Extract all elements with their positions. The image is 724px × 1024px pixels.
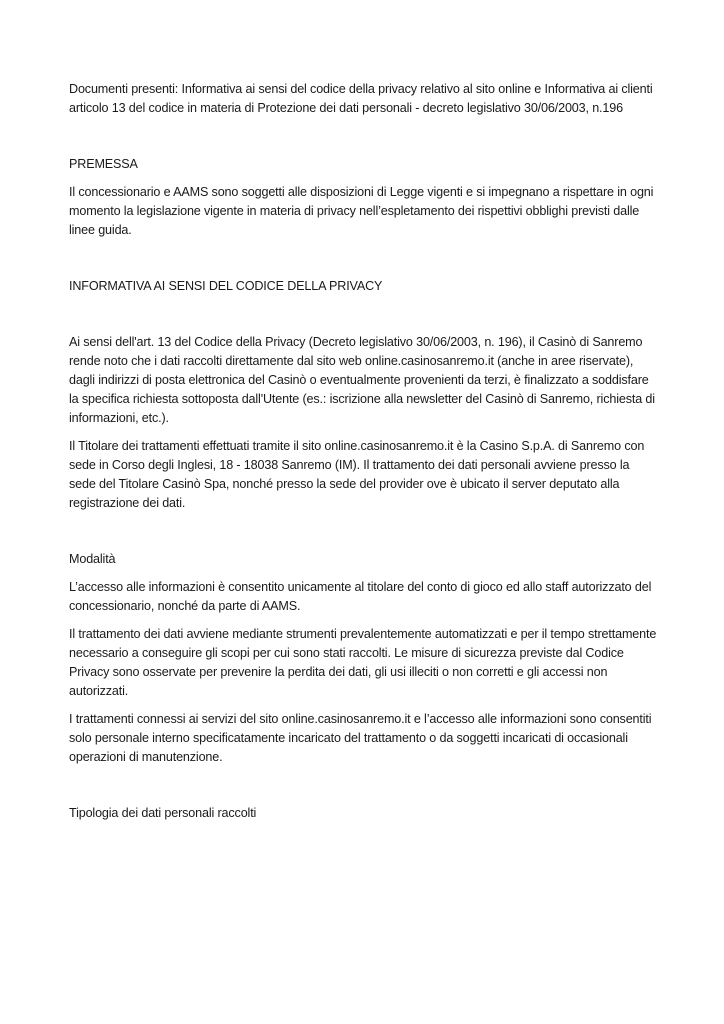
informativa-heading: INFORMATIVA AI SENSI DEL CODICE DELLA PRIVACY <box>69 279 383 293</box>
informativa-paragraph-1: Ai sensi dell'art. 13 del Codice della Privacy (Decreto legislativo 30/06/2003, n. 196), il Casinò di Sanremo rende noto che i dati raccolti direttamente dal sito web online.casinosanremo.it (anche in aree riservate), dagli indirizzi di posta elettronica del Casinò o eventualmente provenienti da terzi, è finalizzato a soddisfare la specifica richiesta sottoposta dall'Utente (es.: iscrizione alla newsletter del Casinò di Sanremo, richiesta di informazioni, etc.). <box>69 335 655 425</box>
tipologia-heading: Tipologia dei dati personali raccolti <box>69 806 257 820</box>
modalita-paragraph-1: L’accesso alle informazioni è consentito unicamente al titolare del conto di gioco ed allo staff autorizzato del concessionario, nonché da parte di AAMS. <box>69 580 652 613</box>
modalita-heading: Modalità <box>69 552 116 566</box>
intro-paragraph: Documenti presenti: Informativa ai sensi del codice della privacy relativo al sito online e Informativa ai clienti articolo 13 del codice in materia di Protezione dei dati personali - decreto legislativo 30/06/2003, n.196 <box>69 82 653 115</box>
premessa-heading: PREMESSA <box>69 157 138 171</box>
informativa-paragraph-2: Il Titolare dei trattamenti effettuati tramite il sito online.casinosanremo.it è la Casino S.p.A. di Sanremo con sede in Corso degli Inglesi, 18 - 18038 Sanremo (IM). Il trattamento dei dati personali avviene presso la sede del Titolare Casinò Spa, nonché presso la sede del provider ove è ubicato il server deputato alla registrazione dei dati. <box>69 439 645 510</box>
modalita-paragraph-3: I trattamenti connessi ai servizi del sito online.casinosanremo.it e l’accesso alle informazioni sono consentiti solo personale interno specificatamente incaricato del trattamento o da soggetti incaricati di occasionali operazioni di manutenzione. <box>69 712 652 764</box>
premessa-paragraph: Il concessionario e AAMS sono soggetti alle disposizioni di Legge vigenti e si impegnano a rispettare in ogni momento la legislazione vigente in materia di privacy nell’espletamento dei rispettivi obblighi previsti dalle linee guida. <box>69 185 654 237</box>
document-page <box>69 80 659 823</box>
modalita-paragraph-2: Il trattamento dei dati avviene mediante strumenti prevalentemente automatizzati e per il tempo strettamente necessario a conseguire gli scopi per cui sono stati raccolti. Le misure di sicurezza previste dal Codice Privacy sono osservate per prevenire la perdita dei dati, gli usi illeciti o non corretti e gli accessi non autorizzati. <box>69 627 657 698</box>
